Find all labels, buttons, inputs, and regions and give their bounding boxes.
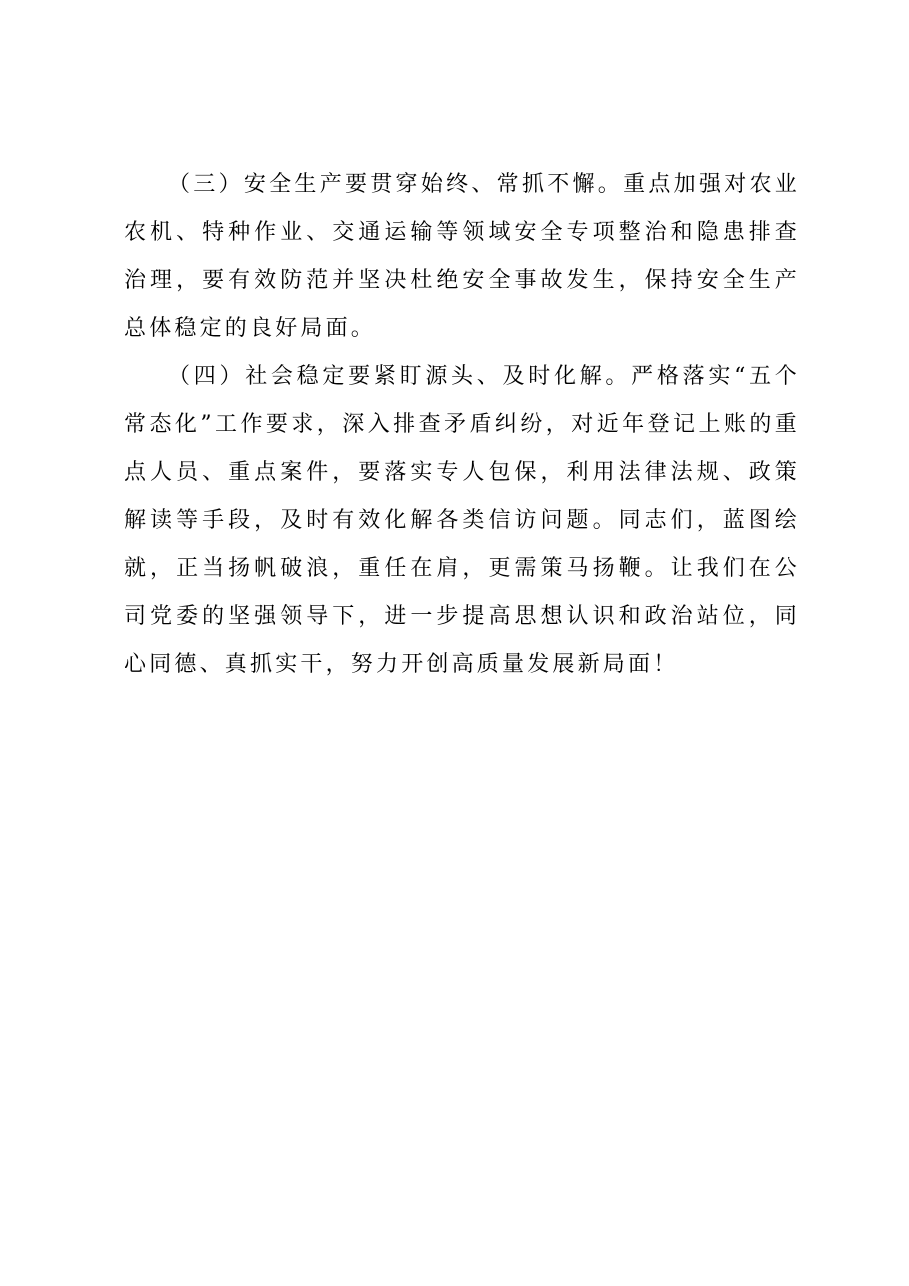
document-body — [124, 161, 800, 689]
paragraph-social-stability: （四）社会稳定要紧盯源头、及时化解。严格落实“五个常态化”工作要求，深入排查矛盾纠纷，对近年登记上账的重点人员、重点案件，要落实专人包保，利用法律法规、政策解读等手段，及时有效化解各类信访问题。同志们，蓝图绘就，正当扬帆破浪，重任在肩，更需策马扬鞭。让我们在公司党委的坚强领导下，进一步提高思想认识和政治站位，同心同德、真抓实干，努力开创高质量发展新局面！ — [124, 364, 800, 677]
paragraph-safety-production: （三）安全生产要贯穿始终、常抓不懈。重点加强对农业农机、特种作业、交通运输等领域安全专项整治和隐患排查治理，要有效防范并坚决杜绝安全事故发生，保持安全生产总体稳定的良好局面。 — [124, 172, 800, 341]
